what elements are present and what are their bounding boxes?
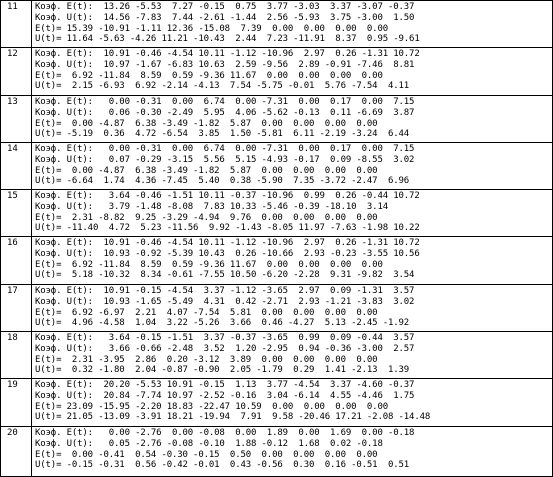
table-row — [1, 190, 552, 237]
value-line: E(t)= 6.92 -11.84 8.59 0.59 -9.36 11.67 0.00 0.00 0.00 0.00 — [35, 259, 383, 270]
row-number-cell — [1, 48, 32, 95]
row-number: 18 — [7, 333, 18, 343]
value-line: Коэф. E(t): 3.64 -0.46 -1.51 10.11 -0.37 -10.96 0.99 0.26 -0.44 10.72 — [35, 191, 420, 201]
coefficient-lines — [35, 286, 552, 329]
row-number-cell — [1, 190, 32, 236]
table-row — [1, 1, 552, 48]
value-line: U(t)= 11.64 -5.63 -4.26 11.21 -10.43 2.44 7.23 -11.91 8.37 0.95 -9.61 — [35, 34, 420, 45]
row-number-cell — [1, 96, 32, 142]
row-number: 19 — [7, 380, 18, 390]
value-line: E(t)= 0.00 -0.41 0.54 -0.30 -0.15 0.50 0.00 0.00 0.00 0.00 — [35, 449, 378, 460]
coefficient-lines — [35, 428, 552, 471]
value-line: Коэф. E(t): 13.26 -5.53 7.27 -0.15 0.75 3.77 -3.03 3.37 -3.07 -0.37 — [35, 2, 415, 12]
value-line: E(t)= 2.31 -8.82 9.25 -3.29 -4.94 9.76 0.00 0.00 0.00 0.00 — [35, 212, 378, 223]
coefficient-lines — [35, 191, 552, 234]
value-line: Коэф. U(t): 10.93 -0.92 -5.39 10.43 0.26 -10.66 2.93 -0.23 -3.55 10.56 — [35, 248, 420, 259]
table-row — [1, 427, 552, 476]
value-line: U(t)= -11.40 4.72 5.23 -11.56 9.92 -1.43 -8.05 11.97 -7.63 -1.98 10.22 — [35, 223, 420, 234]
row-number-cell — [1, 285, 32, 331]
value-line: U(t)= -6.64 1.74 4.36 -7.45 5.40 0.38 -5.90 7.35 -3.72 -2.47 6.96 — [35, 176, 410, 187]
row-number: 13 — [7, 97, 18, 107]
value-line: Коэф. E(t): 10.91 -0.15 -4.54 3.37 -1.12 -3.65 2.97 0.09 -1.31 3.57 — [35, 286, 415, 296]
value-line: Коэф. E(t): 10.91 -0.46 -4.54 10.11 -1.12 -10.96 2.97 0.26 -1.31 10.72 — [35, 238, 420, 248]
row-number: 12 — [7, 49, 18, 59]
table-row — [1, 143, 552, 190]
row-number: 20 — [7, 428, 18, 438]
value-line: E(t)= 6.92 -11.84 8.59 0.59 -9.36 11.67 0.00 0.00 0.00 0.00 — [35, 70, 383, 81]
coefficient-lines — [35, 333, 552, 376]
value-line: Коэф. E(t): 20.20 -5.53 10.91 -0.15 1.13 3.77 -4.54 3.37 -4.60 -0.37 — [35, 380, 415, 390]
value-line: Коэф. U(t): 0.05 -2.76 -0.08 -0.10 1.88 -0.12 1.68 0.02 -0.18 — [35, 438, 383, 449]
value-line: U(t)= -0.15 -0.31 0.56 -0.42 -0.01 0.43 -0.56 0.30 0.16 -0.51 0.51 — [35, 460, 410, 471]
row-number: 11 — [7, 2, 18, 12]
value-line: Коэф. U(t): 0.06 -0.30 -2.49 5.95 4.06 -5.62 -0.13 0.11 -6.69 3.87 — [35, 107, 415, 118]
value-line: Коэф. U(t): 3.79 -1.48 -8.08 7.83 10.33 -5.46 -0.39 -18.10 3.14 — [35, 201, 388, 212]
value-line: Коэф. E(t): 0.00 -0.31 0.00 6.74 0.00 -7.31 0.00 0.17 0.00 7.15 — [35, 144, 415, 154]
table-row — [1, 48, 552, 96]
value-line: E(t)= 0.00 -4.87 6.38 -3.49 -1.82 5.87 0.00 0.00 0.00 0.00 — [35, 118, 378, 129]
table-row — [1, 285, 552, 332]
value-line: Коэф. U(t): 3.66 -0.66 -2.48 3.52 1.20 -2.95 0.94 -0.36 -3.00 2.57 — [35, 343, 415, 354]
table-row — [1, 332, 552, 379]
value-line: Коэф. E(t): 10.91 -0.46 -4.54 10.11 -1.12 -10.96 2.97 0.26 -1.31 10.72 — [35, 49, 420, 59]
value-line: E(t)= 0.00 -4.87 6.38 -3.49 -1.82 5.87 0.00 0.00 0.00 0.00 — [35, 165, 378, 176]
row-number-cell — [1, 143, 32, 189]
value-line: Коэф. U(t): 14.56 -7.83 7.44 -2.61 -1.44 2.56 -5.93 3.75 -3.00 1.50 — [35, 12, 415, 23]
row-number-cell — [1, 427, 32, 476]
row-number-cell — [1, 332, 32, 378]
value-line: E(t)= 6.92 -6.97 2.21 4.07 -7.54 5.81 0.00 0.00 0.00 0.00 — [35, 307, 378, 318]
row-number-cell — [1, 1, 32, 47]
value-line: Коэф. E(t): 3.64 -0.15 -1.51 3.37 -0.37 -3.65 0.99 0.09 -0.44 3.57 — [35, 333, 415, 343]
value-line: Коэф. U(t): 10.97 -1.67 -6.83 10.63 2.59 -9.56 2.89 -0.91 -7.46 8.81 — [35, 59, 415, 70]
row-number: 17 — [7, 286, 18, 296]
value-line: U(t)= 4.96 -4.58 1.04 3.22 -5.26 3.66 0.46 -4.27 5.13 -2.45 -1.92 — [35, 318, 410, 329]
table-row — [1, 237, 552, 285]
value-line: Коэф. U(t): 10.93 -1.65 -5.49 4.31 0.42 -2.71 2.93 -1.21 -3.83 3.02 — [35, 296, 415, 307]
row-number-cell — [1, 237, 32, 284]
row-number-cell — [1, 379, 32, 426]
value-line: E(t)= 15.39 -10.91 -1.11 12.36 -15.08 7.39 0.00 0.00 0.00 0.00 — [35, 23, 388, 34]
row-number: 16 — [7, 238, 18, 248]
value-line: U(t)= 2.15 -6.93 6.92 -2.14 -4.13 7.54 -5.75 -0.01 5.76 -7.54 4.11 — [35, 81, 410, 92]
value-line: E(t)= 23.09 -15.95 -2.20 18.83 -22.47 10.59 0.00 0.00 0.00 0.00 — [35, 401, 388, 412]
row-number: 14 — [7, 144, 18, 154]
row-number: 15 — [7, 191, 18, 201]
table-row — [1, 379, 552, 427]
coefficient-lines — [35, 380, 552, 423]
coefficient-lines — [35, 49, 552, 92]
value-line: Коэф. U(t): 0.07 -0.29 -3.15 5.56 5.15 -4.93 -0.17 0.09 -8.55 3.02 — [35, 154, 415, 165]
value-line: U(t)= -5.19 0.36 4.72 -6.54 3.85 1.50 -5.81 6.11 -2.19 -3.24 6.44 — [35, 129, 410, 140]
coefficient-lines — [35, 2, 552, 45]
value-line: U(t)= 5.18 -10.32 8.34 -0.61 -7.55 10.50 -6.20 -2.28 9.31 -9.82 3.54 — [35, 270, 415, 281]
value-line: U(t)= 21.05 -13.09 -3.91 18.21 -19.94 7.91 9.58 -20.46 17.21 -2.08 -14.48 — [35, 412, 431, 423]
coefficient-lines — [35, 144, 552, 187]
value-line: Коэф. E(t): 0.00 -2.76 0.00 -0.08 0.00 1.89 0.00 1.69 0.00 -0.18 — [35, 428, 415, 438]
value-line: E(t)= 2.31 -3.95 2.86 0.20 -3.12 3.89 0.00 0.00 0.00 0.00 — [35, 354, 378, 365]
value-line: Коэф. U(t): 20.84 -7.74 10.97 -2.52 -0.16 3.04 -6.14 4.55 -4.46 1.75 — [35, 390, 415, 401]
coefficient-lines — [35, 97, 552, 140]
coefficient-lines — [35, 238, 552, 281]
value-line: Коэф. E(t): 0.00 -0.31 0.00 6.74 0.00 -7.31 0.00 0.17 0.00 7.15 — [35, 97, 415, 107]
value-line: U(t)= 0.32 -1.80 2.04 -0.87 -0.90 2.05 -1.79 0.29 1.41 -2.13 1.39 — [35, 365, 410, 376]
table-row — [1, 96, 552, 143]
